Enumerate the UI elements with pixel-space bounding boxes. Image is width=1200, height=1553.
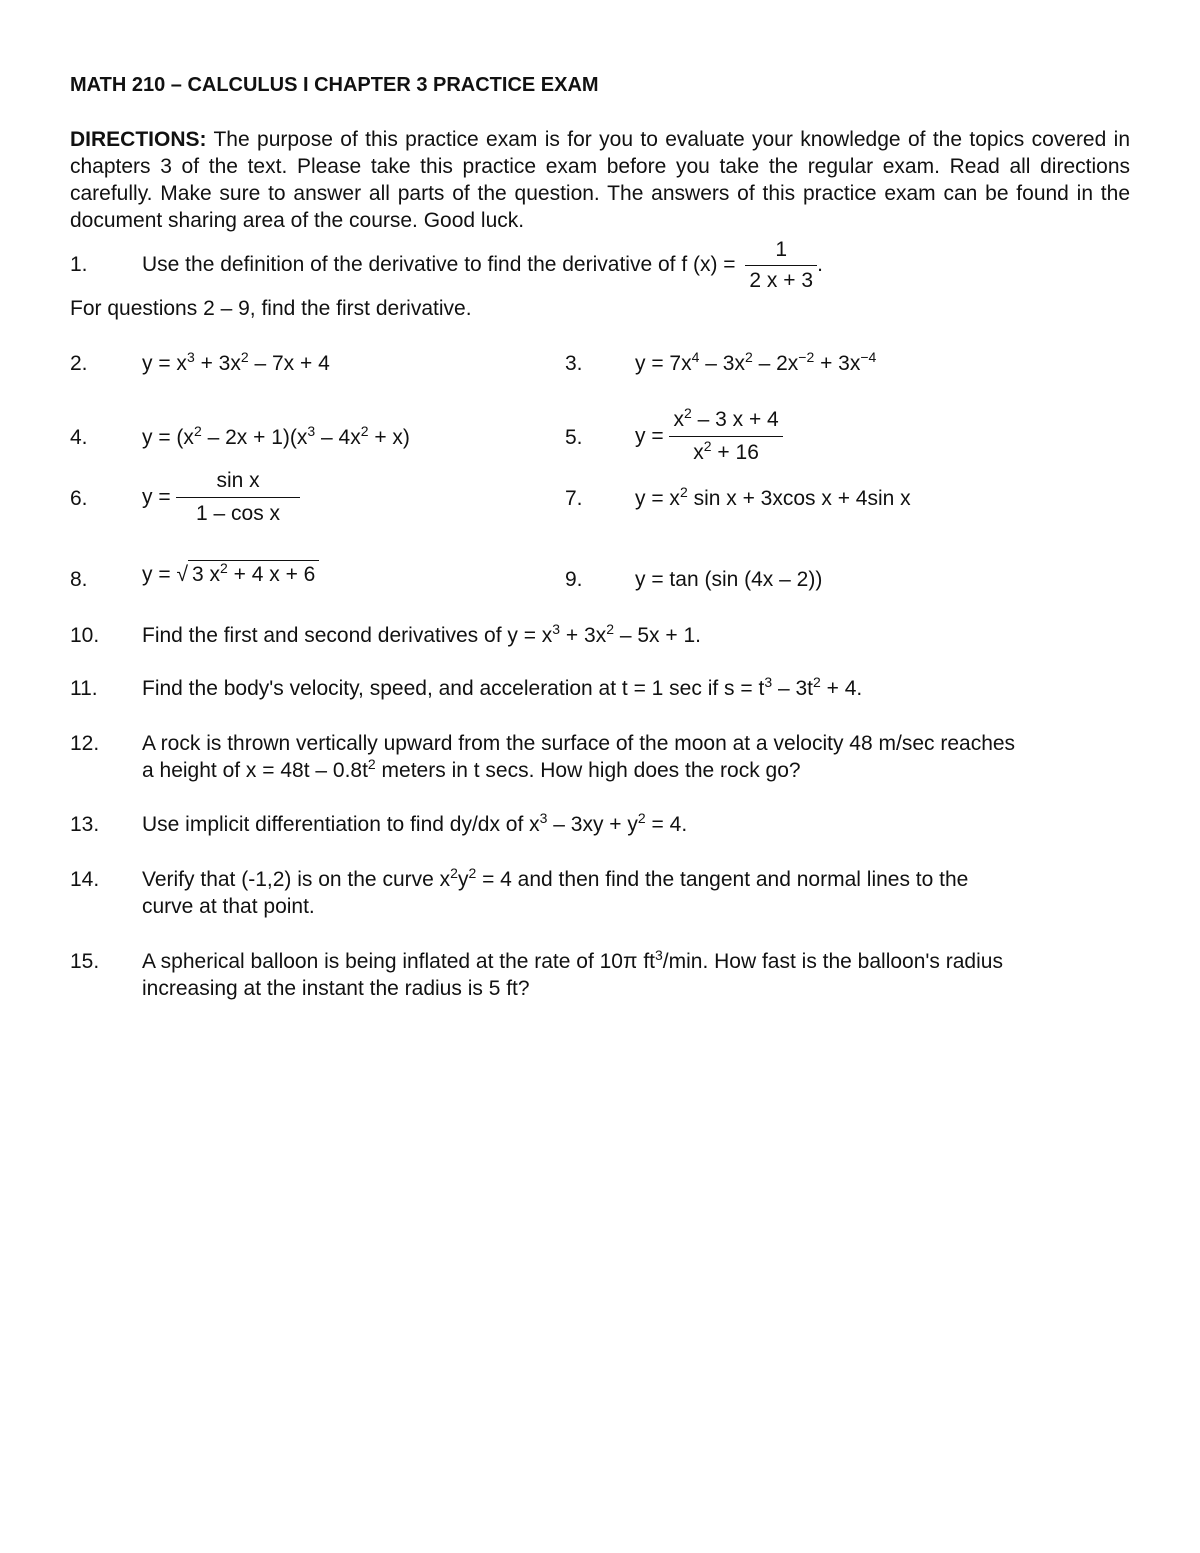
q8-equation: y = √ 3 $x^2 + 4$ x + 6 <box>142 562 319 588</box>
q1-period: . <box>817 253 823 276</box>
instruction-text: For questions 2 – 9, find the first derivative. <box>70 297 472 320</box>
q12-number: 12. <box>70 732 100 755</box>
q1-prompt: Use the definition of the derivative to find the derivative of f (x) = <box>142 253 736 276</box>
q7-equation: $y = x^2$ sin x + 3xcos x + 4sin x <box>635 484 911 510</box>
q1-denominator: 2 x + 3 <box>745 265 817 293</box>
q1-fraction <box>745 238 817 293</box>
q3-number: 3. <box>565 352 583 375</box>
q14-line1: Verify that (-1,2) is on the curve $x^2y^2 = 4$ and then find the tangent and normal lines to the <box>142 865 969 891</box>
q1-text <box>142 236 823 294</box>
q11-number: 11. <box>70 677 98 700</box>
q8-radicand: 3 $x^2 + 4$ x + 6 <box>188 560 319 586</box>
q1-numerator: 1 <box>775 237 788 261</box>
q13-number: 13. <box>70 813 100 836</box>
q2-number: 2. <box>70 352 88 375</box>
q15-line2: increasing at the instant the radius is 5 ft? <box>142 977 530 1000</box>
q9-number: 9. <box>565 568 583 591</box>
q4-equation: $y = (x^2 - 2x + 1)(x^3 - 4x^2 + x)$ <box>142 423 410 449</box>
q12-line2: a height of $x = 48t - 0.8t^2$ meters in t secs. How high does the rock go? <box>142 756 801 782</box>
directions-label: DIRECTIONS: <box>70 128 207 151</box>
q6-denominator: 1 – cos x <box>176 497 299 527</box>
q13-text: Use implicit differentiation to find dy/dx of $x^3 - 3xy + y^2 = 4$. <box>142 810 688 836</box>
q5-numerator: $x^2 - 3$ x + 4 <box>673 405 779 431</box>
q15-line1: A spherical balloon is being inflated at the rate of 10π $ft^3/\min$. How fast is the balloon's radius <box>142 947 1003 973</box>
page-title: MATH 210 – CALCULUS I CHAPTER 3 PRACTICE EXAM <box>70 74 599 96</box>
q5-denominator: $x^2 + 16$ <box>669 436 782 466</box>
q6-equation: y = $\frac{\text{sin x}}{\text{1 – cos x}}$ <box>142 468 300 527</box>
q14-number: 14. <box>70 868 100 891</box>
q10-number: 10. <box>70 624 100 647</box>
q4-number: 4. <box>70 426 88 449</box>
q9-equation: y = tan (sin (4x – 2)) <box>635 568 823 591</box>
q7-number: 7. <box>565 487 583 510</box>
q14-line2: curve at that point. <box>142 895 315 918</box>
directions-text: The purpose of this practice exam is for you to evaluate your knowledge of the topics covered in chapters 3 of the text. Please take this practice exam before you take the regular exam. Read all directions carefully. Make sure to answer all parts of the question. The answers of this practice exam can be found in the document sharing area of the course. Good luck. <box>70 128 1130 232</box>
q5-number: 5. <box>565 426 583 449</box>
q3-equation: $y = 7x^4 - 3x^2 - 2x^{-2} + 3x^{-4}$ <box>635 349 877 375</box>
q10-text: Find the first and second derivatives of $y = x^3 + 3x^2 - 5x + 1$. <box>142 621 701 647</box>
q6-number: 6. <box>70 487 88 510</box>
q15-number: 15. <box>70 950 100 973</box>
q6-fraction <box>176 468 299 527</box>
q11-text: Find the body's velocity, speed, and acceleration at t = 1 sec if $s = t^3 - 3t^2 + 4$. <box>142 674 863 700</box>
q5-equation: y = $\frac{x^2 - 3 x + 4}{x^2 + 16}$ <box>635 407 783 466</box>
q2-equation: $y = x^3 + 3x^2 - 7x + 4$ <box>142 349 330 375</box>
q8-number: 8. <box>70 568 88 591</box>
q6-numerator: sin x <box>216 469 260 492</box>
square-root-icon: √ <box>176 563 188 586</box>
q12-line1: A rock is thrown vertically upward from the surface of the moon at a velocity 48 m/sec reaches <box>142 732 1016 755</box>
q5-fraction <box>669 407 782 466</box>
directions-paragraph <box>70 126 1130 234</box>
q1-number: 1. <box>70 253 88 276</box>
